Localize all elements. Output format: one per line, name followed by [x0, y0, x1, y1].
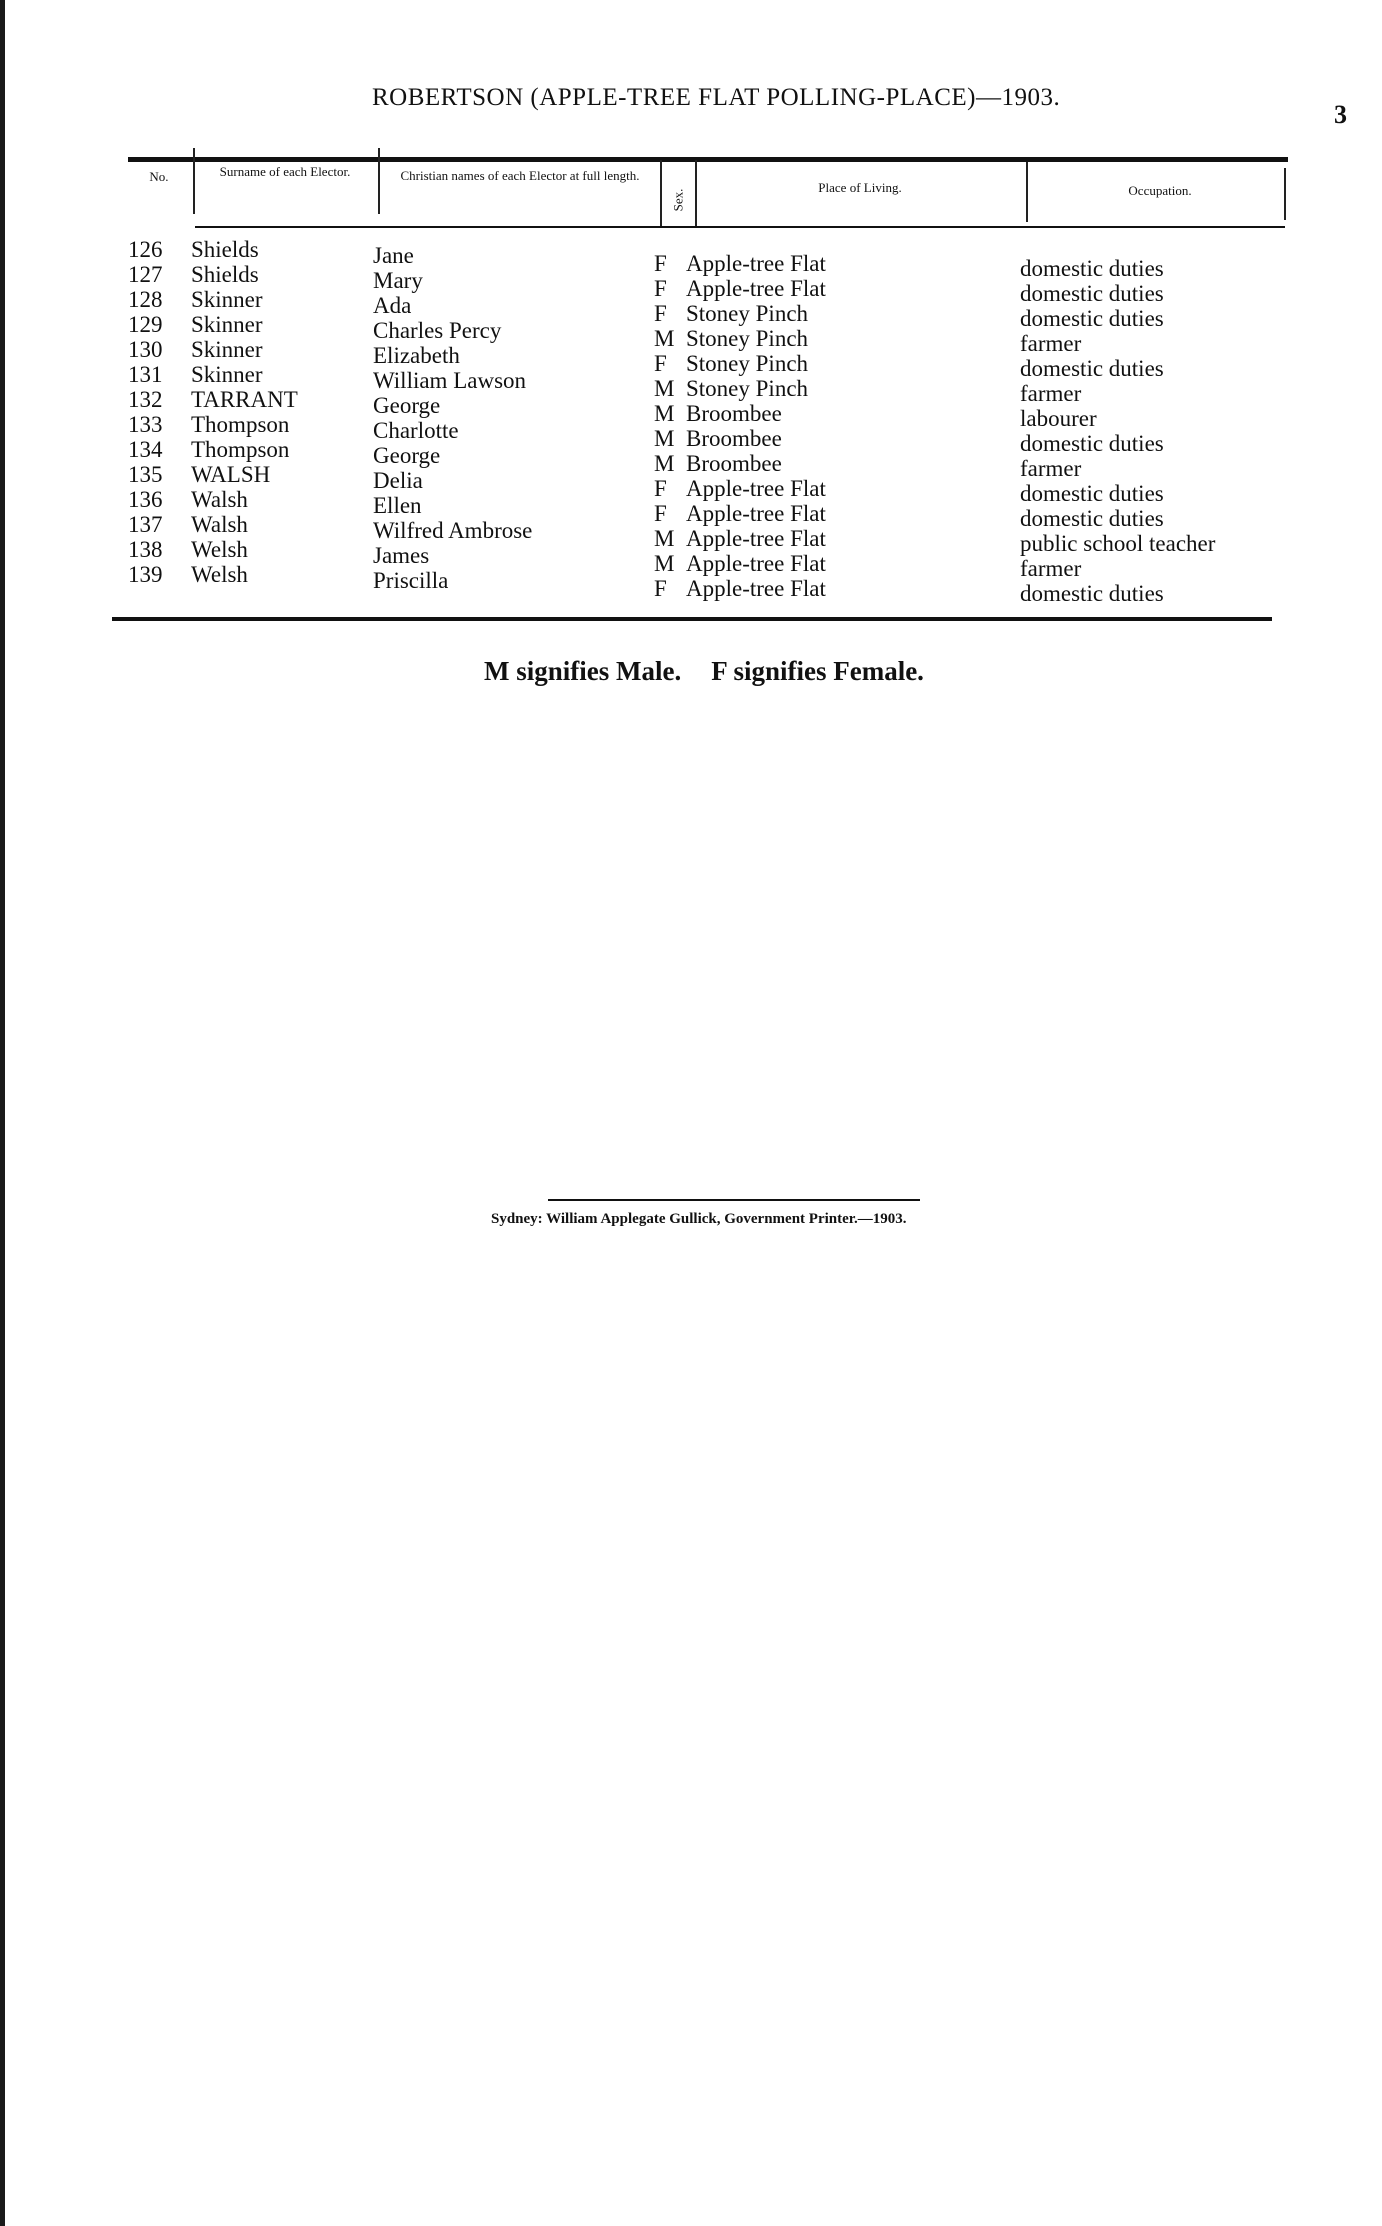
elector-sex: F: [654, 301, 667, 326]
elector-place: Apple-tree Flat: [686, 501, 826, 526]
header-top-rule: [128, 157, 1288, 162]
elector-no: 137: [128, 512, 163, 537]
elector-no: 136: [128, 487, 163, 512]
elector-no: 139: [128, 562, 163, 587]
elector-given-names: Charlotte: [373, 418, 459, 443]
elector-surname: Welsh: [191, 562, 248, 587]
elector-place: Apple-tree Flat: [686, 251, 826, 276]
elector-sex: M: [654, 401, 675, 426]
elector-given-names: William Lawson: [373, 368, 527, 393]
elector-no: 131: [128, 362, 163, 387]
elector-sex: F: [654, 351, 667, 376]
elector-surname: Shields: [191, 237, 259, 262]
elector-occupation: farmer: [1020, 556, 1082, 581]
elector-given-names: Wilfred Ambrose: [373, 518, 533, 543]
elector-no: 126: [128, 237, 163, 262]
elector-place: Apple-tree Flat: [686, 476, 826, 501]
header-surname: Surname of each Elector.: [219, 164, 351, 179]
elector-given-names: Mary: [373, 268, 423, 293]
col-divider: [695, 160, 697, 228]
elector-occupation: domestic duties: [1020, 506, 1164, 531]
legend-male: M signifies Male.: [484, 656, 682, 686]
col-divider: [1284, 168, 1286, 220]
elector-sex: F: [654, 476, 667, 501]
header-occupation: Occupation.: [1128, 183, 1192, 198]
elector-place: Stoney Pinch: [686, 351, 809, 376]
elector-no: 127: [128, 262, 163, 287]
elector-surname: Walsh: [191, 487, 248, 512]
elector-given-names: Ada: [373, 293, 412, 318]
elector-occupation: domestic duties: [1020, 431, 1164, 456]
elector-surname: Skinner: [191, 312, 263, 337]
elector-no: 135: [128, 462, 163, 487]
elector-surname: Skinner: [191, 362, 263, 387]
elector-place: Apple-tree Flat: [686, 551, 826, 576]
elector-given-names: Elizabeth: [373, 343, 460, 368]
elector-given-names: Jane: [373, 243, 414, 268]
elector-surname: Shields: [191, 262, 259, 287]
col-divider: [378, 148, 380, 214]
elector-given-names: George: [373, 393, 441, 418]
elector-table: [0, 237, 1382, 606]
elector-occupation: farmer: [1020, 381, 1082, 406]
elector-occupation: farmer: [1020, 456, 1082, 481]
elector-given-names: Delia: [373, 468, 423, 493]
page-title: ROBERTSON (APPLE-TREE FLAT POLLING-PLACE)—1903.: [372, 84, 1061, 111]
elector-surname: Skinner: [191, 287, 263, 312]
elector-given-names: James: [373, 543, 430, 568]
elector-given-names: Charles Percy: [373, 318, 502, 343]
elector-occupation: public school teacher: [1020, 531, 1216, 556]
elector-surname: Skinner: [191, 337, 263, 362]
table-row: [0, 562, 1382, 606]
elector-sex: M: [654, 326, 675, 351]
header-no: No.: [149, 169, 169, 184]
elector-occupation: labourer: [1020, 406, 1097, 431]
elector-place: Apple-tree Flat: [686, 526, 826, 551]
elector-sex: M: [654, 426, 675, 451]
col-divider: [193, 148, 195, 214]
elector-surname: Walsh: [191, 512, 248, 537]
elector-occupation: domestic duties: [1020, 356, 1164, 381]
header-place: Place of Living.: [818, 180, 902, 195]
elector-place: Stoney Pinch: [686, 301, 809, 326]
header-christian-names: Christian names of each Elector at full length.: [400, 168, 640, 183]
elector-given-names: Priscilla: [373, 568, 449, 593]
elector-given-names: Ellen: [373, 493, 422, 518]
elector-sex: F: [654, 576, 667, 601]
elector-surname: WALSH: [191, 462, 271, 487]
elector-place: Broombee: [686, 426, 782, 451]
printer-imprint: Sydney: William Applegate Gullick, Government Printer.—1903.: [491, 1211, 907, 1227]
elector-place: Broombee: [686, 451, 782, 476]
elector-place: Stoney Pinch: [686, 376, 809, 401]
sex-legend: [484, 656, 924, 687]
elector-occupation: domestic duties: [1020, 481, 1164, 506]
elector-sex: F: [654, 251, 667, 276]
elector-place: Broombee: [686, 401, 782, 426]
elector-surname: Welsh: [191, 537, 248, 562]
elector-no: 134: [128, 437, 163, 462]
imprint-rule: [548, 1199, 920, 1201]
elector-occupation: domestic duties: [1020, 306, 1164, 331]
elector-surname: Thompson: [191, 437, 290, 462]
col-divider: [1026, 162, 1028, 222]
page-number: 3: [1334, 100, 1347, 129]
elector-no: 138: [128, 537, 163, 562]
elector-no: 133: [128, 412, 163, 437]
elector-place: Stoney Pinch: [686, 326, 809, 351]
elector-occupation: domestic duties: [1020, 581, 1164, 606]
elector-no: 130: [128, 337, 163, 362]
elector-sex: M: [654, 526, 675, 551]
elector-given-names: George: [373, 443, 441, 468]
legend-female: F signifies Female.: [711, 656, 924, 686]
elector-sex: F: [654, 501, 667, 526]
elector-surname: Thompson: [191, 412, 290, 437]
header-sex-label: Sex.: [670, 188, 685, 212]
elector-occupation: domestic duties: [1020, 281, 1164, 306]
elector-sex: M: [654, 551, 675, 576]
elector-no: 128: [128, 287, 163, 312]
elector-place: Apple-tree Flat: [686, 576, 826, 601]
elector-no: 129: [128, 312, 163, 337]
elector-occupation: domestic duties: [1020, 256, 1164, 281]
elector-place: Apple-tree Flat: [686, 276, 826, 301]
elector-occupation: farmer: [1020, 331, 1082, 356]
header-bottom-rule: [195, 226, 1285, 228]
elector-sex: M: [654, 451, 675, 476]
elector-surname: TARRANT: [191, 387, 298, 412]
header-sex: [658, 170, 698, 230]
elector-sex: M: [654, 376, 675, 401]
elector-sex: F: [654, 276, 667, 301]
table-bottom-rule: [112, 617, 1272, 621]
elector-no: 132: [128, 387, 163, 412]
